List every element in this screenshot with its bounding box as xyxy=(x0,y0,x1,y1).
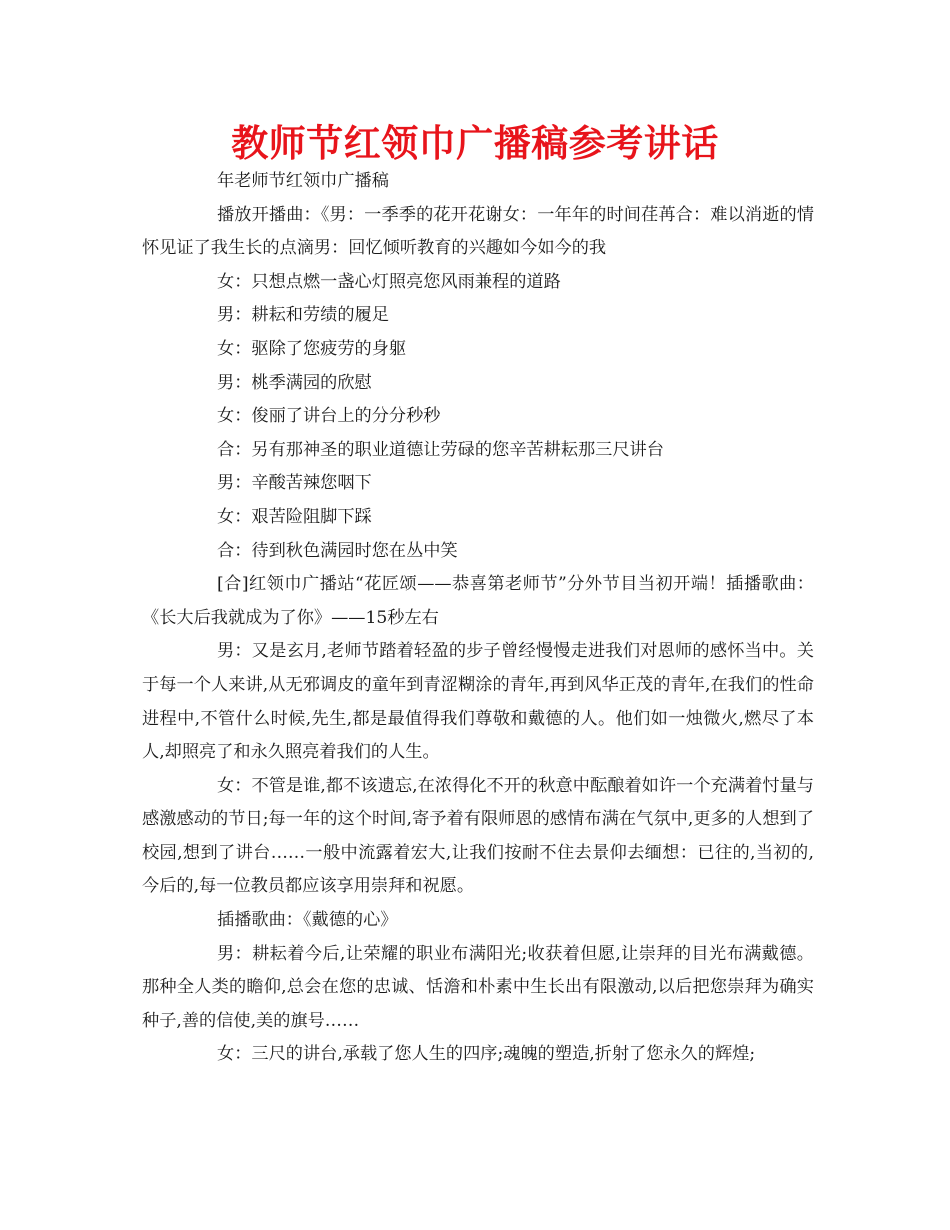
paragraph: 女：俊丽了讲台上的分分秒秒 xyxy=(217,406,441,427)
paragraph: 合：待到秋色满园时您在丛中笑 xyxy=(217,540,458,561)
paragraph-subtitle: 年老师节红领巾广播稿 xyxy=(217,171,389,191)
paragraph: 男：又是玄月,老师节踏着轻盈的步子曾经慢慢走进我们对恩师的感怀当中。关于每一个人来讲,从无邪调皮的童年到青涩糊涂的青年,再到风华正茂的青年,在我们的性命进程中,不管什么时候,先生,都是最值得我们尊敬和戴德的人。他们如一烛微火,燃尽了本人,却照亮了和永久照亮着我们的人生。 xyxy=(142,641,814,763)
paragraph: 男：耕耘着今后,让荣耀的职业布满阳光;收获着但愿,让崇拜的目光布满戴德。那种全人类的瞻仰,总会在您的忠诚、恬澹和朴素中生长出有限激动,以后把您崇拜为确实种子,善的信使,美的旗号…… xyxy=(142,943,814,1031)
paragraph: 女：不管是谁,都不该遗忘,在浓得化不开的秋意中酝酿着如许一个充满着忖量与感激感动的节日;每一年的这个时间,寄予着有限师恩的感情布满在气氛中,更多的人想到了校园,想到了讲台……一般中流露着宏大,让我们按耐不住去景仰去缅想：已往的,当初的,今后的,每一位教员都应该享用崇拜和祝愿。 xyxy=(142,775,814,897)
document-body xyxy=(142,165,814,1072)
paragraph: 播放开播曲：《男：一季季的花开花谢女：一年年的时间荏苒合：难以消逝的情怀见证了我生长的点滴男：回忆倾听教育的兴趣如今如今的我 xyxy=(142,204,814,259)
paragraph: [合]红领巾广播站“花匠颂——恭喜第老师节”分外节目当初开端！插播歌曲：《长大后我就成为了你》——15秒左右 xyxy=(142,574,814,628)
paragraph: 男：耕耘和劳绩的履足 xyxy=(217,305,389,326)
paragraph: 合：另有那神圣的职业道德让劳碌的您辛苦耕耘那三尺讲台 xyxy=(217,439,664,460)
paragraph: 男：辛酸苦辣您咽下 xyxy=(217,473,372,494)
paragraph: 女：三尺的讲台,承载了您人生的四序;魂魄的塑造,折射了您永久的辉煌; xyxy=(217,1044,756,1065)
paragraph: 女：驱除了您疲劳的身躯 xyxy=(217,338,407,359)
paragraph: 插播歌曲：《戴德的心》 xyxy=(217,910,398,931)
paragraph: 女：只想点燃一盏心灯照亮您风雨兼程的道路 xyxy=(217,271,561,292)
paragraph: 男：桃季满园的欣慰 xyxy=(217,372,372,393)
paragraph: 女：艰苦险阻脚下踩 xyxy=(217,506,372,527)
document-title: 教师节红领巾广播稿参考讲话 xyxy=(231,122,719,165)
